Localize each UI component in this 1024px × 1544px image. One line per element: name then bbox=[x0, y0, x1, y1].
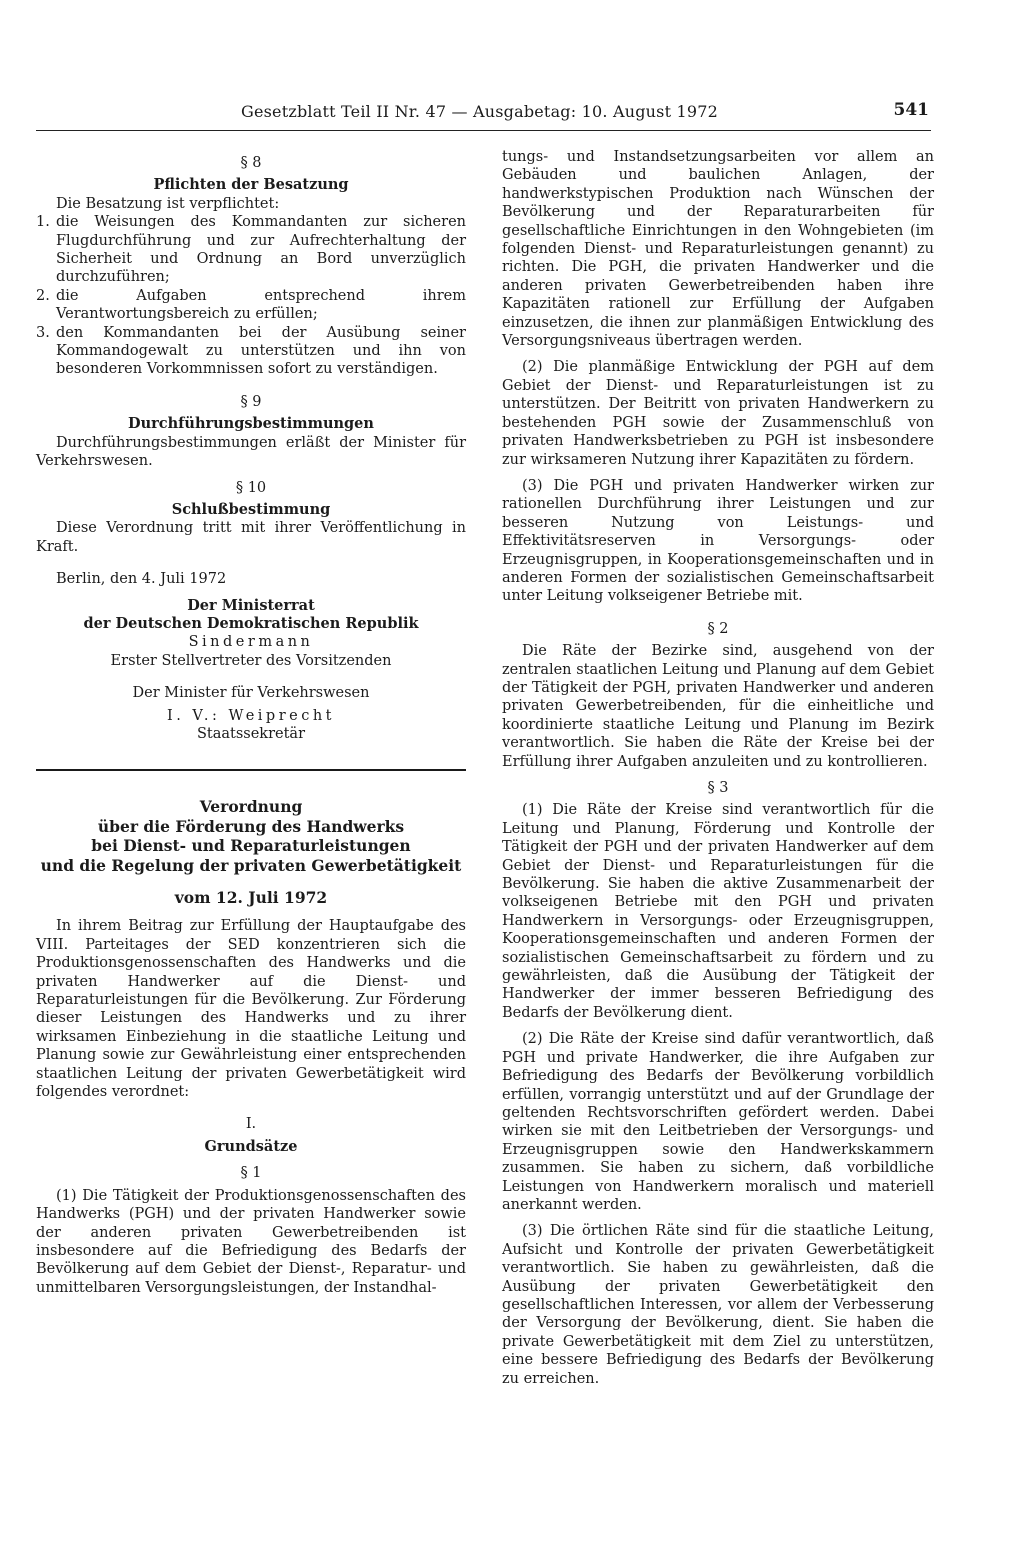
signature-body-line1: Der Ministerrat bbox=[187, 596, 315, 614]
ordinance-title-line: über die Förderung des Handwerks bbox=[97, 816, 405, 836]
list-item-number: 2. bbox=[36, 287, 50, 304]
part-number: I. bbox=[245, 1116, 257, 1133]
section-1-paragraph-3: (3) Die PGH und privaten Handwerker wirken zur rationellen Durchführung ihrer Leistungen und zur besseren Nutzung von Leistungs- und Effektivitätsreserven in Versorgungs- oder Erzeugnisgruppen, in Kooperationsgemeinschaften und in anderen Formen der sozialistischen Gemeinschaftsarbeit unter Leitung volkseigener Betriebe mit. bbox=[502, 477, 934, 605]
section-9-title: Durchführungsbestimmungen bbox=[128, 415, 374, 433]
section-1-paragraph-1: (1) Die Tätigkeit der Produktionsgenossenschaften des Handwerks (PGH) und der privaten Handwerker sowie der anderen privaten Gewerbetreibenden ist insbesondere auf die Befriedigung des Bedarfs der Bevölkerung auf dem Gebiet der Dienst-, Reparatur- und unmittelbaren Versorgungsleistungen, der Instandhal- bbox=[36, 1187, 466, 1296]
list-item bbox=[36, 287, 466, 324]
list-item-number: 3. bbox=[36, 324, 50, 341]
section-8-title: Pflichten der Besatzung bbox=[153, 176, 349, 194]
minister-signatory: I. V.: Weiprecht bbox=[166, 707, 335, 724]
section-1-paragraph-1-continued: tungs- und Instandsetzungsarbeiten vor allem an Gebäuden und baulichen Anlagen, der handwerkstypischen Produktion nach Wünschen der Bevölkerung und der Reparaturarbeiten für gesellschaftliche Einrichtungen in den Wohngebieten (im folgenden Dienst- und Reparaturleistungen genannt) zu richten. Die PGH, die privaten Handwerker und die anderen privaten Gewerbetreibenden haben ihre Kapazitäten rationell zur Erfüllung der Aufgaben einzusetzen, die ihnen zur planmäßigen Entwicklung des Versorgungsniveaus übertragen werden. bbox=[502, 149, 934, 350]
list-item-text: die Weisungen des Kommandanten zur sicheren Flugdurchführung und zur Aufrechterhaltung der Sicherheit und Ordnung an Bord unverzüglich durchzuführen; bbox=[56, 214, 466, 286]
ordinance-date: vom 12. Juli 1972 bbox=[174, 888, 328, 907]
section-3-number: § 3 bbox=[707, 780, 729, 796]
section-1-paragraph-2: (2) Die planmäßige Entwicklung der PGH auf dem Gebiet der Dienst- und Reparaturleistungen ist zu unterstützen. Der Beitritt von privaten Handwerkern zu bestehenden PGH sowie der Zusammenschluß von privaten Handwerksbetrieben zu PGH ist insbesondere zur wirksameren Nutzung ihrer Kapazitäten zu fördern. bbox=[502, 359, 934, 468]
list-item bbox=[36, 324, 466, 379]
list-item-text: die Aufgaben entsprechend ihrem Verantwortungsbereich zu erfüllen; bbox=[56, 287, 466, 323]
section-2-text: Die Räte der Bezirke sind, ausgehend von der zentralen staatlichen Leitung und Planung auf dem Gebiet der Tätigkeit der PGH, privaten Handwerker und anderen privaten Gewerbetreibenden, für die einheitliche und koordinierte staatliche Leitung und Planung im Bezirk verantwortlich. Sie haben die Räte der Kreise bei der Erfüllung ihrer Aufgaben anzuleiten und zu kontrollieren. bbox=[502, 643, 934, 770]
list-item-text: den Kommandanten bei der Ausübung seiner Kommandogewalt zu unterstützen und ihn von besonderen Vorkommnissen sofort zu verständigen. bbox=[56, 324, 466, 378]
section-2-number: § 2 bbox=[707, 620, 729, 637]
signatory-name: Sindermann bbox=[188, 634, 314, 651]
page-number: 541 bbox=[893, 100, 929, 120]
page-header bbox=[36, 96, 931, 131]
section-10-title: Schlußbestimmung bbox=[171, 500, 331, 518]
ordinance-title-line: und die Regelung der privaten Gewerbetätigkeit bbox=[40, 855, 462, 875]
section-divider bbox=[36, 769, 466, 771]
left-column bbox=[36, 148, 466, 1297]
section-10-text: Diese Verordnung tritt mit ihrer Veröffentlichung in Kraft. bbox=[36, 520, 466, 555]
right-column bbox=[502, 148, 934, 1388]
preamble: In ihrem Beitrag zur Erfüllung der Hauptaufgabe des VIII. Parteitages der SED konzentrieren sich die Produktionsgenossenschaften des Handwerks und die privaten Handwerker auf die Dienst- und Reparaturleistungen für die Bevölkerung. Zur Förderung dieser Leistungen des Handwerks und zu ihrer wirksamen Einbeziehung in die staatliche Leitung und Planung sowie zur Gewährleistung einer entsprechenden staatlichen Leitung der privaten Gewerbetätigkeit wird folgendes verordnet: bbox=[36, 918, 466, 1101]
section-9-number: § 9 bbox=[240, 393, 262, 410]
minister-title: Der Minister für Verkehrswesen bbox=[132, 685, 370, 702]
section-3-paragraph-1: (1) Die Räte der Kreise sind verantwortlich für die Leitung und Planung, Förderung und Kontrolle der Tätigkeit der PGH und der privaten Handwerker auf dem Gebiet der Dienst- und Reparaturleistungen für die Bevölkerung. Sie haben die aktive Zusammenarbeit der volkseigenen Betriebe mit den PGH und privaten Handwerkern in Versorgungs- oder Erzeugnisgruppen, Kooperationsgemeinschaften und anderen Formen der sozialistischen Gemeinschaftsarbeit zu fördern und zu gewährleisten, daß die Ausübung der Tätigkeit der Handwerker der immer besseren Befriedigung des Bedarfs der Bevölkerung dient. bbox=[502, 802, 934, 1021]
ordinance-title-line: bei Dienst- und Reparaturleistungen bbox=[91, 836, 411, 856]
section-8-intro: Die Besatzung ist verpflichtet: bbox=[56, 195, 280, 212]
section-3-paragraph-3: (3) Die örtlichen Räte sind für die staatliche Leitung, Aufsicht und Kontrolle der privaten Gewerbetätigkeit verantwortlich. Sie haben zu gewährleisten, daß die Ausübung der privaten Gewerbetätigkeit den gesellschaftlichen Interessen, vor allem der Verbesserung der Versorgung der Bevölkerung, dient. Sie haben die private Gewerbetätigkeit mit dem Ziel zu unterstützen, eine bessere Befriedigung des Bedarfs der Bevölkerung zu erreichen. bbox=[502, 1223, 934, 1387]
section-8-number: § 8 bbox=[240, 155, 262, 171]
list-item bbox=[36, 213, 466, 287]
section-1-number: § 1 bbox=[240, 1165, 262, 1182]
ordinance-title-line: Verordnung bbox=[199, 797, 303, 817]
list-item-number: 1. bbox=[36, 214, 50, 231]
header-title: Gesetzblatt Teil II Nr. 47 — Ausgabetag: 10. August 1972 bbox=[241, 102, 719, 121]
minister-role: Staatssekretär bbox=[196, 725, 306, 742]
signatory-role: Erster Stellvertreter des Vorsitzenden bbox=[110, 652, 392, 669]
signature-body-line2: der Deutschen Demokratischen Republik bbox=[83, 614, 419, 632]
section-10-number: § 10 bbox=[235, 479, 267, 496]
place-date: Berlin, den 4. Juli 1972 bbox=[56, 571, 227, 588]
section-9-text: Durchführungsbestimmungen erläßt der Minister für Verkehrswesen. bbox=[36, 434, 466, 470]
part-title: Grundsätze bbox=[204, 1137, 298, 1155]
section-3-paragraph-2: (2) Die Räte der Kreise sind dafür verantwortlich, daß PGH und private Handwerker, die ihre Aufgaben zur Befriedigung des Bedarfs der Bevölkerung vorbildlich erfüllen, vorrangig unterstützt und auf der Grundlage der geltenden Rechtsvorschriften gefördert werden. Dabei wirken sie mit den Leitbetrieben der Versorgungs- und Erzeugnisgruppen sowie den Handwerkskammern zusammen. Sie haben zu sichern, daß vorbildliche Leistungen von Handwerkern moralisch und materiell anerkannt werden. bbox=[502, 1031, 934, 1213]
